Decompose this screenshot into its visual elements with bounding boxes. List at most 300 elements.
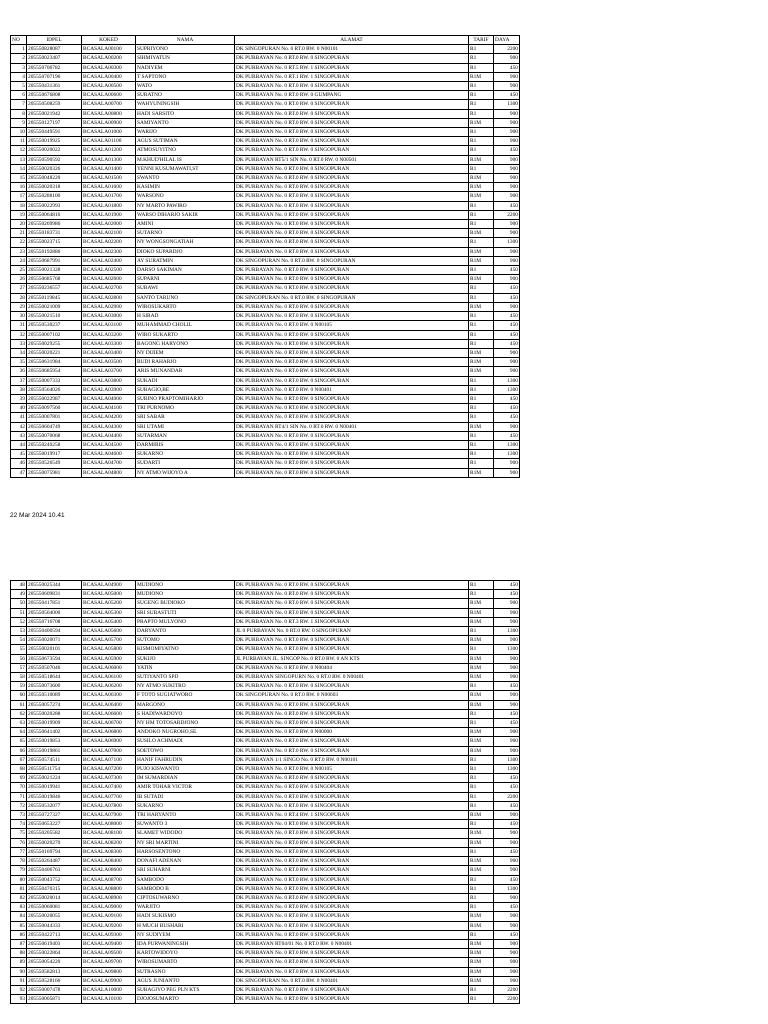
cell-idpel: 205550020326 [27,164,82,173]
table-row [11,820,520,829]
cell-daya: 2200 [494,995,520,1004]
cell-nama: TRI HARYANTO [136,811,235,820]
cell-alamat: DK PURBAYAN No. 0 RT.4 RW. 1 SINGOPURAN [235,811,469,820]
cell-idpel: 205550422713 [27,930,82,939]
cell-no: 65 [11,737,27,746]
cell-nama: SUBAGIYO PEG PLN KTS [136,985,235,994]
table-row [11,608,520,617]
cell-tarif: R1 [469,45,494,54]
cell-idpel: 205550060081 [27,903,82,912]
cell-no: 45 [11,450,27,459]
cell-koked: BCASALA07900 [82,811,136,820]
table-row [11,229,520,238]
cell-tarif: R1 [469,82,494,91]
table-row [11,72,520,81]
cell-daya: 900 [494,939,520,948]
table-row [11,774,520,783]
cell-alamat: DK PURBAYAN No. 0 RT.0 RW. 0 SINGOPURAN [235,682,469,691]
cell-daya: 900 [494,949,520,958]
cell-idpel: 205550574511 [27,755,82,764]
cell-alamat: DK PURBAYAN No. 0 RT.0 RW. 0 N00000 [235,728,469,737]
cell-koked: BCASALA03500 [82,358,136,367]
cell-idpel: 205550240258 [27,440,82,449]
cell-koked: BCASALA06100 [82,673,136,682]
cell-tarif: R1M [469,691,494,700]
cell-koked: BCASALA07100 [82,755,136,764]
cell-tarif: R1 [469,137,494,146]
cell-idpel: 205550019853 [27,737,82,746]
cell-daya: 450 [494,201,520,210]
cell-nama: CIPTOSUWARNO [136,893,235,902]
cell-alamat: DK PURBAYAN No. 0 RT.0 RW. 0 SINGOPURAN [235,413,469,422]
cell-tarif: R1 [469,385,494,394]
cell-tarif: R1 [469,284,494,293]
customer-table-part1 [10,35,520,478]
table-row [11,921,520,930]
cell-nama: DARYANTO [136,627,235,636]
cell-no: 9 [11,118,27,127]
cell-no: 86 [11,930,27,939]
cell-alamat: DK PURBAYAN No. 0 RT.0 RW. 0 SINGOPURAN [235,921,469,930]
cell-idpel: 205550007801 [27,413,82,422]
table-row [11,939,520,948]
cell-tarif: R1 [469,930,494,939]
cell-daya: 450 [494,801,520,810]
cell-koked: BCASALA07400 [82,783,136,792]
table-row [11,783,520,792]
cell-tarif: R1M [469,949,494,958]
cell-nama: F TOTO SUGIATWORO [136,691,235,700]
table-row [11,682,520,691]
cell-no: 71 [11,792,27,801]
cell-alamat: DK PURBAYAN No. 0 RT.0 RW. 0 N00401 [235,385,469,394]
table-row [11,238,520,247]
table-row [11,912,520,921]
cell-idpel: 205550020014 [27,893,82,902]
cell-no: 36 [11,367,27,376]
cell-no: 50 [11,599,27,608]
table-row [11,312,520,321]
cell-koked: BCASALA02900 [82,302,136,311]
cell-idpel: 205550716708 [27,617,82,626]
cell-alamat: DK PURBAYAN No. 0 RT.0 RW. 0 SINGOPURAN [235,164,469,173]
cell-alamat: DK PURBAYAN No. 0 RT.0 RW. 0 SINGOPURAN [235,884,469,893]
cell-alamat: DK PURBAYAN RT5/1 SIN No. 0 RT.0 RW. 0 N00501 [235,155,469,164]
cell-idpel: 205550449591 [27,128,82,137]
cell-tarif: R1M [469,811,494,820]
cell-no: 26 [11,275,27,284]
cell-no: 25 [11,266,27,275]
cell-nama: DARSO SAKIMAN [136,266,235,275]
cell-daya: 900 [494,617,520,626]
table-row [11,137,520,146]
cell-koked: BCASALA03800 [82,376,136,385]
cell-idpel: 205550023715 [27,238,82,247]
table-row [11,404,520,413]
cell-nama: PRAPTO MULYONO [136,617,235,626]
cell-alamat: DK PURBAYAN No. 0 RT.0 RW. 0 SINGOPURAN [235,118,469,127]
table-row [11,875,520,884]
cell-tarif: R1 [469,146,494,155]
cell-daya: 450 [494,590,520,599]
cell-idpel: 205550641402 [27,728,82,737]
cell-alamat: DK PURBAYAN No. 0 RT.0 RW. 0 SINGOPURAN [235,737,469,746]
cell-idpel: 205550192886 [27,247,82,256]
cell-alamat: DK PURBAYAN No. 0 RT.0 RW. 0 SINGOPURAN [235,995,469,1004]
cell-koked: BCASALA02700 [82,284,136,293]
cell-daya: 900 [494,958,520,967]
cell-alamat: DK PURBAYAN No. 0 RT.0 RW. 0 SINGOPURAN [235,238,469,247]
cell-nama: SUKADI [136,376,235,385]
cell-tarif: R1 [469,682,494,691]
cell-alamat: DK PURBAYAN No. 0 RT.0 RW. 0 SINGOPURAN [235,348,469,357]
table-row [11,949,520,958]
cell-nama: DIOKO SUPARDJO [136,247,235,256]
cell-nama: SAMBODO B [136,884,235,893]
cell-alamat: DK SINGOPURAN No. 0 RT.0 RW. 0 N00603 [235,691,469,700]
cell-idpel: 205550518644 [27,673,82,682]
table-row [11,636,520,645]
cell-daya: 450 [494,146,520,155]
cell-tarif: R1M [469,857,494,866]
cell-nama: HADI SUKISMO [136,912,235,921]
cell-koked: BCASALA09100 [82,912,136,921]
cell-nama: SLAMET WIDODO [136,829,235,838]
cell-alamat: DK PURBAYAN No. 0 RT.0 RW. 0 SINGOPURAN [235,857,469,866]
cell-koked: BCASALA07000 [82,746,136,755]
header-koked: KOKED [82,36,136,45]
cell-idpel: 205550609831 [27,590,82,599]
cell-koked: BCASALA05400 [82,617,136,626]
cell-idpel: 205550021328 [27,266,82,275]
cell-nama: AGUS SUTIMAN [136,137,235,146]
cell-alamat: DK PURBAYAN No. 0 RT.0 RW. 0 SINGOPURAN [235,247,469,256]
cell-koked: BCASALA00800 [82,109,136,118]
cell-tarif: R1 [469,404,494,413]
cell-nama: SUPARNI [136,275,235,284]
cell-tarif: R1 [469,893,494,902]
cell-koked: BCASALA09700 [82,958,136,967]
cell-idpel: 205550075981 [27,468,82,477]
cell-alamat: DK PURBAYAN No. 0 RT.0 RW. 0 SINGOPURAN [235,608,469,617]
table-row [11,450,520,459]
cell-tarif: R1 [469,164,494,173]
cell-tarif: R1M [469,958,494,967]
cell-daya: 900 [494,912,520,921]
cell-alamat: DK PURBAYAN No. 0 RT.0 RW. 0 SINGOPURAN [235,183,469,192]
cell-tarif: R1M [469,275,494,284]
cell-koked: BCASALA09800 [82,967,136,976]
cell-nama: TRI PURNOMO [136,404,235,413]
cell-no: 80 [11,875,27,884]
cell-idpel: 205550564026 [27,385,82,394]
cell-daya: 450 [494,91,520,100]
table-row [11,765,520,774]
cell-idpel: 205550021224 [27,774,82,783]
cell-no: 85 [11,921,27,930]
cell-alamat: DK PURBAYAN No. 0 RT.0 RW. 0 SINGOPURAN [235,468,469,477]
table-row [11,663,520,672]
cell-nama: NY WONGSONGATIAH [136,238,235,247]
cell-tarif: R1 [469,590,494,599]
cell-no: 82 [11,893,27,902]
cell-idpel: 205550022864 [27,949,82,958]
cell-no: 42 [11,422,27,431]
cell-no: 66 [11,746,27,755]
table-row [11,155,520,164]
table-row [11,719,520,728]
cell-alamat: DK PURBAYAN No. 0 RT.0 RW. 0 SINGOPURAN [235,54,469,63]
cell-no: 31 [11,321,27,330]
cell-koked: BCASALA04900 [82,581,136,590]
cell-idpel: 205550054220 [27,958,82,967]
cell-idpel: 205550020022 [27,146,82,155]
cell-idpel: 205550530237 [27,321,82,330]
cell-no: 37 [11,376,27,385]
cell-nama: AMIR TOHAR VICTOR [136,783,235,792]
cell-koked: BCASALA00300 [82,63,136,72]
cell-koked: BCASALA09900 [82,976,136,985]
cell-no: 48 [11,581,27,590]
cell-idpel: 205550269986 [27,220,82,229]
cell-tarif: R1 [469,801,494,810]
cell-daya: 900 [494,838,520,847]
table-row [11,709,520,718]
table-row [11,884,520,893]
cell-no: 1 [11,45,27,54]
cell-nama: ATMOSUYITNO [136,146,235,155]
cell-nama: BUDI RAHARJO [136,358,235,367]
cell-idpel: 205550019941 [27,783,82,792]
table-row [11,256,520,265]
cell-daya: 450 [494,394,520,403]
cell-alamat: JL PURBAYAN JL. SINGOP No. 0 RT.0 RW. 0 AN KTS [235,654,469,663]
cell-no: 15 [11,174,27,183]
cell-alamat: DK SINGOPURAN No. 0 RT.0 RW. 0 SINGOPURAN [235,293,469,302]
header-tarif: TARIF [469,36,494,45]
cell-alamat: DK PURBAYAN No. 0 RT.0 RW. 0 SINGOPURAN [235,746,469,755]
cell-nama: SUPRIYONO [136,45,235,54]
cell-tarif: R1 [469,238,494,247]
cell-koked: BCASALA00200 [82,54,136,63]
cell-idpel: 205550043752 [27,875,82,884]
cell-tarif: R1M [469,838,494,847]
table-row [11,903,520,912]
cell-tarif: R1M [469,118,494,127]
cell-nama: AGUS JUNIANTO [136,976,235,985]
cell-daya: 1300 [494,238,520,247]
cell-nama: AY SURATMIN [136,256,235,265]
cell-no: 33 [11,339,27,348]
cell-alamat: DK PURBAYAN No. 0 RT.0 RW. 0 SINGOPURAN [235,792,469,801]
cell-tarif: R1M [469,746,494,755]
cell-tarif: R1 [469,109,494,118]
cell-tarif: R1M [469,976,494,985]
cell-idpel: 205550183731 [27,229,82,238]
cell-idpel: 205550019917 [27,450,82,459]
cell-alamat: DK PURBAYAN No. 0 RT.0 RW. 0 SINGOPURAN [235,893,469,902]
cell-daya: 900 [494,636,520,645]
cell-nama: M.KHUD'HILAL IS [136,155,235,164]
cell-idpel: 205550023407 [27,54,82,63]
cell-nama: YENNI KUSUMAWATI,ST [136,164,235,173]
cell-tarif: R1M [469,468,494,477]
cell-no: 72 [11,801,27,810]
cell-daya: 900 [494,174,520,183]
cell-koked: BCASALA06000 [82,663,136,672]
cell-tarif: R1M [469,608,494,617]
table-row [11,967,520,976]
table-row [11,266,520,275]
cell-alamat: DK PURBAYAN No. 0 RT.0 RW. 0 SINGOPURAN [235,581,469,590]
cell-idpel: 205550582813 [27,967,82,976]
cell-nama: NY SUDIYEM [136,930,235,939]
cell-idpel: 205550019925 [27,137,82,146]
cell-no: 12 [11,146,27,155]
cell-tarif: R1 [469,645,494,654]
cell-daya: 450 [494,431,520,440]
cell-nama: SRI SABAR [136,413,235,422]
cell-alamat: DK PURBAYAN No. 0 RT.0 RW. 0 SINGOPURAN [235,719,469,728]
cell-daya: 900 [494,811,520,820]
cell-no: 28 [11,293,27,302]
cell-no: 41 [11,413,27,422]
cell-no: 49 [11,590,27,599]
cell-daya: 450 [494,330,520,339]
cell-koked: BCASALA00100 [82,45,136,54]
cell-idpel: 205550470315 [27,884,82,893]
cell-daya: 1300 [494,100,520,109]
cell-alamat: DK PURBAYAN No. 0 RT.0 RW. 0 SINGOPURAN [235,450,469,459]
table-row [11,302,520,311]
cell-nama: SUDARTI [136,459,235,468]
cell-daya: 450 [494,266,520,275]
table-row [11,755,520,764]
cell-daya: 900 [494,118,520,127]
cell-koked: BCASALA02100 [82,229,136,238]
cell-nama: MARGONO [136,700,235,709]
cell-no: 53 [11,627,27,636]
cell-koked: BCASALA04600 [82,450,136,459]
cell-idpel: 205550029255 [27,339,82,348]
cell-tarif: R1M [469,673,494,682]
cell-no: 57 [11,663,27,672]
cell-idpel: 205550005871 [27,995,82,1004]
cell-koked: BCASALA01600 [82,183,136,192]
cell-koked: BCASALA08100 [82,829,136,838]
cell-daya: 900 [494,256,520,265]
cell-daya: 1300 [494,755,520,764]
cell-idpel: 205550007333 [27,376,82,385]
cell-idpel: 205550707196 [27,72,82,81]
cell-idpel: 205550685954 [27,367,82,376]
table-row [11,330,520,339]
cell-tarif: R1M [469,367,494,376]
table-row [11,109,520,118]
table-row [11,100,520,109]
table-row [11,746,520,755]
cell-no: 47 [11,468,27,477]
cell-tarif: R1M [469,229,494,238]
cell-nama: SRI SUHARNI [136,866,235,875]
cell-koked: BCASALA05200 [82,599,136,608]
cell-daya: 450 [494,709,520,718]
cell-no: 34 [11,348,27,357]
cell-nama: ANDOKO NUGROHO,SE. [136,728,235,737]
cell-alamat: DK PURBAYAN No. 0 RT.0 RW. 0 SINGOPURAN [235,912,469,921]
cell-idpel: 205550020221 [27,348,82,357]
cell-daya: 1300 [494,450,520,459]
cell-tarif: R1 [469,201,494,210]
cell-koked: BCASALA06200 [82,682,136,691]
cell-koked: BCASALA02600 [82,275,136,284]
cell-alamat: DK PURBAYAN No. 0 RT.0 RW. 0 SINGOPURAN [235,958,469,967]
cell-alamat: DK PURBAYAN No. 0 RT.0 RW. 0 SINGOPURAN [235,266,469,275]
cell-tarif: R1 [469,431,494,440]
cell-idpel: 205550631984 [27,358,82,367]
cell-daya: 1300 [494,884,520,893]
cell-idpel: 205550619403 [27,939,82,948]
cell-alamat: DK PURBAYAN No. 0 RT.0 RW. 0 SINGOPURAN [235,137,469,146]
cell-no: 76 [11,838,27,847]
table-row [11,847,520,856]
cell-idpel: 205550564000 [27,608,82,617]
cell-alamat: DK PURBAYAN No. 0 RT.0 RW. 0 SINGOPURAN [235,967,469,976]
cell-daya: 450 [494,404,520,413]
cell-nama: DARMIRIS [136,440,235,449]
cell-koked: BCASALA02200 [82,238,136,247]
table-row [11,348,520,357]
cell-no: 29 [11,302,27,311]
cell-nama: AMINI [136,220,235,229]
cell-nama: DONAFI ADENAN [136,857,235,866]
cell-alamat: DK PURBAYAN RT04/01 No. 0 RT.0 RW. 0 N00401 [235,939,469,948]
cell-koked: BCASALA03700 [82,367,136,376]
cell-no: 19 [11,210,27,219]
cell-idpel: 205550021510 [27,312,82,321]
cell-alamat: DK PURBAYAN No. 0 RT.0 RW. 0 SINGOPURAN [235,645,469,654]
cell-idpel: 205550205582 [27,829,82,838]
cell-koked: BCASALA08700 [82,875,136,884]
table-row [11,367,520,376]
cell-nama: MUHAMMAD CHOLIL [136,321,235,330]
cell-nama: SUKARNO [136,801,235,810]
table-row [11,985,520,994]
cell-no: 89 [11,958,27,967]
cell-idpel: 205550406763 [27,866,82,875]
cell-alamat: DK SINGOPURAN No. 0 RT.0 RW. 0 SINGOPURAN [235,256,469,265]
cell-koked: BCASALA09000 [82,903,136,912]
cell-nama: MUDIONO [136,581,235,590]
cell-nama: SRI SUBASTUTI [136,608,235,617]
cell-koked: BCASALA08300 [82,847,136,856]
cell-alamat: JL 0 PURBAYAN No. 0 RT.0 RW. 0 SINGOPURAN [235,627,469,636]
cell-tarif: R1M [469,700,494,709]
table-row [11,700,520,709]
table-row [11,45,520,54]
cell-daya: 900 [494,275,520,284]
cell-tarif: R1M [469,967,494,976]
cell-tarif: R1M [469,422,494,431]
cell-daya: 450 [494,719,520,728]
cell-alamat: DK PURBAYAN No. 0 RT.0 RW. 0 SINGOPURAN [235,330,469,339]
cell-alamat: DK PURBAYAN No. 0 RT.0 RW. 0 SINGOPURAN [235,174,469,183]
cell-no: 51 [11,608,27,617]
header-alamat: ALAMAT [235,36,469,45]
cell-koked: BCASALA07200 [82,765,136,774]
cell-alamat: DK PURBAYAN RT4/1 SIN No. 0 RT.0 RW. 0 N00401 [235,422,469,431]
cell-no: 14 [11,164,27,173]
